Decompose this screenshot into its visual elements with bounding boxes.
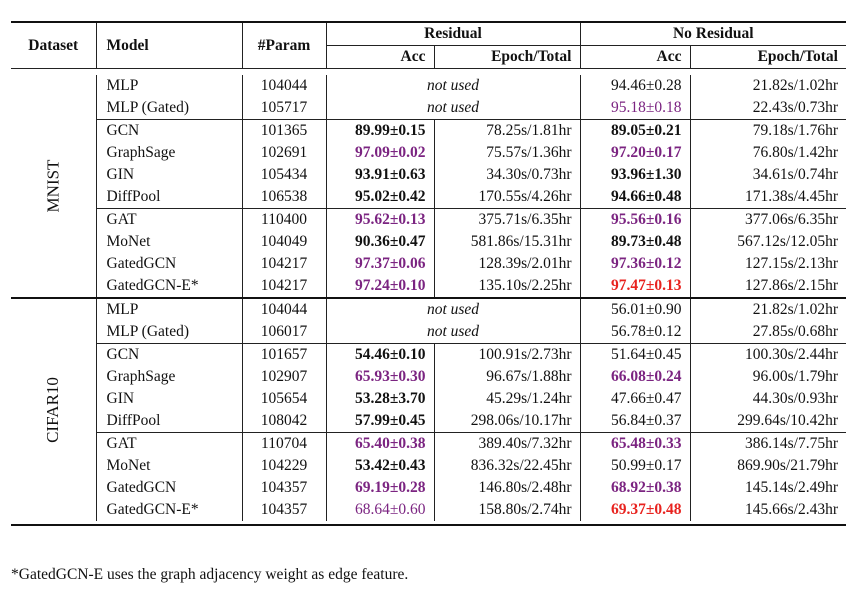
model-name: GatedGCN [96,253,242,275]
param-count: 102691 [242,142,326,164]
noresidual-acc: 47.66±0.47 [580,388,690,410]
param-count: 104044 [242,298,326,321]
table-row [11,366,846,388]
residual-epoch-total: 78.25s/1.81hr [434,120,580,143]
residual-not-used: not used [326,75,580,97]
table-row [11,209,846,232]
noresidual-epoch-total: 96.00s/1.79hr [690,366,846,388]
residual-epoch-total: 34.30s/0.73hr [434,164,580,186]
param-count: 106538 [242,186,326,209]
model-name: GAT [96,209,242,232]
noresidual-epoch-total: 127.15s/2.13hr [690,253,846,275]
param-count: 102907 [242,366,326,388]
residual-epoch-total: 128.39s/2.01hr [434,253,580,275]
param-count: 101657 [242,344,326,367]
dataset-label [11,75,96,298]
table-row [11,186,846,209]
model-name: GCN [96,120,242,143]
param-count: 108042 [242,410,326,433]
residual-epoch-total: 170.55s/4.26hr [434,186,580,209]
table-row [11,433,846,456]
residual-acc: 65.40±0.38 [326,433,434,456]
noresidual-epoch-total: 145.14s/2.49hr [690,477,846,499]
model-name: GatedGCN-E* [96,499,242,521]
residual-epoch-total: 836.32s/22.45hr [434,455,580,477]
residual-acc: 54.46±0.10 [326,344,434,367]
noresidual-acc: 66.08±0.24 [580,366,690,388]
table-row [11,120,846,143]
noresidual-epoch-total: 299.64s/10.42hr [690,410,846,433]
results-table-wrapper [11,21,846,526]
noresidual-acc: 93.96±1.30 [580,164,690,186]
bottom-rule [11,524,846,526]
residual-acc: 53.28±3.70 [326,388,434,410]
residual-acc: 89.99±0.15 [326,120,434,143]
noresidual-acc: 51.64±0.45 [580,344,690,367]
param-count: 104049 [242,231,326,253]
noresidual-epoch-total: 100.30s/2.44hr [690,344,846,367]
residual-epoch-total: 375.71s/6.35hr [434,209,580,232]
dataset-label [11,298,96,521]
noresidual-acc: 97.47±0.13 [580,275,690,298]
model-name: MLP [96,298,242,321]
residual-acc: 65.93±0.30 [326,366,434,388]
residual-not-used: not used [326,321,580,344]
residual-epoch-total: 45.29s/1.24hr [434,388,580,410]
dataset-name: CIFAR10 [43,376,63,443]
table-row [11,344,846,367]
model-name: GatedGCN-E* [96,275,242,298]
residual-epoch-total: 75.57s/1.36hr [434,142,580,164]
noresidual-acc: 97.36±0.12 [580,253,690,275]
param-count: 105654 [242,388,326,410]
table-row [11,142,846,164]
noresidual-epoch-total: 171.38s/4.45hr [690,186,846,209]
noresidual-epoch-total: 22.43s/0.73hr [690,97,846,120]
param-count: 104357 [242,499,326,521]
param-count: 105717 [242,97,326,120]
residual-acc: 95.02±0.42 [326,186,434,209]
header-noresidual-epoch: Epoch/Total [690,46,846,69]
residual-acc: 57.99±0.45 [326,410,434,433]
noresidual-acc: 56.78±0.12 [580,321,690,344]
model-name: MLP [96,75,242,97]
residual-epoch-total: 581.86s/15.31hr [434,231,580,253]
noresidual-acc: 89.73±0.48 [580,231,690,253]
table-row [11,97,846,120]
noresidual-acc: 68.92±0.38 [580,477,690,499]
header-residual-epoch: Epoch/Total [434,46,580,69]
param-count: 105434 [242,164,326,186]
table-row [11,75,846,97]
table-body [11,75,846,521]
residual-epoch-total: 158.80s/2.74hr [434,499,580,521]
header-residual-acc: Acc [326,46,434,69]
param-count: 104229 [242,455,326,477]
noresidual-epoch-total: 145.66s/2.43hr [690,499,846,521]
footnote: *GatedGCN-E uses the graph adjacency weight as edge feature. [11,566,409,583]
residual-not-used: not used [326,97,580,120]
param-count: 104217 [242,253,326,275]
model-name: GCN [96,344,242,367]
noresidual-acc: 50.99±0.17 [580,455,690,477]
table-row [11,321,846,344]
param-count: 106017 [242,321,326,344]
param-count: 104044 [242,75,326,97]
residual-not-used: not used [326,298,580,321]
model-name: GIN [96,388,242,410]
dataset-name: MNIST [43,159,63,212]
table-row [11,164,846,186]
noresidual-epoch-total: 34.61s/0.74hr [690,164,846,186]
noresidual-epoch-total: 21.82s/1.02hr [690,75,846,97]
model-name: MoNet [96,231,242,253]
table-row [11,253,846,275]
table-row [11,477,846,499]
header-residual: Residual [326,22,580,46]
residual-epoch-total: 96.67s/1.88hr [434,366,580,388]
noresidual-acc: 69.37±0.48 [580,499,690,521]
residual-epoch-total: 146.80s/2.48hr [434,477,580,499]
residual-acc: 69.19±0.28 [326,477,434,499]
model-name: MLP (Gated) [96,321,242,344]
noresidual-acc: 94.66±0.48 [580,186,690,209]
param-count: 104217 [242,275,326,298]
model-name: GIN [96,164,242,186]
model-name: MoNet [96,455,242,477]
header-noresidual-acc: Acc [580,46,690,69]
residual-acc: 68.64±0.60 [326,499,434,521]
model-name: GraphSage [96,142,242,164]
residual-epoch-total: 135.10s/2.25hr [434,275,580,298]
residual-epoch-total: 298.06s/10.17hr [434,410,580,433]
table-row [11,388,846,410]
noresidual-epoch-total: 27.85s/0.68hr [690,321,846,344]
residual-acc: 97.24±0.10 [326,275,434,298]
noresidual-epoch-total: 21.82s/1.02hr [690,298,846,321]
noresidual-acc: 89.05±0.21 [580,120,690,143]
residual-acc: 95.62±0.13 [326,209,434,232]
noresidual-acc: 65.48±0.33 [580,433,690,456]
table-row [11,410,846,433]
model-name: MLP (Gated) [96,97,242,120]
param-count: 110704 [242,433,326,456]
noresidual-epoch-total: 79.18s/1.76hr [690,120,846,143]
residual-acc: 93.91±0.63 [326,164,434,186]
model-name: GraphSage [96,366,242,388]
model-name: GatedGCN [96,477,242,499]
noresidual-epoch-total: 386.14s/7.75hr [690,433,846,456]
noresidual-acc: 95.18±0.18 [580,97,690,120]
noresidual-epoch-total: 127.86s/2.15hr [690,275,846,298]
residual-epoch-total: 389.40s/7.32hr [434,433,580,456]
noresidual-epoch-total: 377.06s/6.35hr [690,209,846,232]
noresidual-acc: 94.46±0.28 [580,75,690,97]
model-name: DiffPool [96,186,242,209]
table-row [11,275,846,298]
header-model: Model [96,22,242,69]
model-name: DiffPool [96,410,242,433]
residual-acc: 97.09±0.02 [326,142,434,164]
results-table [11,21,846,521]
noresidual-acc: 56.01±0.90 [580,298,690,321]
param-count: 104357 [242,477,326,499]
noresidual-epoch-total: 567.12s/12.05hr [690,231,846,253]
table-row [11,499,846,521]
noresidual-epoch-total: 44.30s/0.93hr [690,388,846,410]
header-param: #Param [242,22,326,69]
noresidual-epoch-total: 869.90s/21.79hr [690,455,846,477]
residual-acc: 53.42±0.43 [326,455,434,477]
model-name: GAT [96,433,242,456]
noresidual-acc: 95.56±0.16 [580,209,690,232]
table-row [11,298,846,321]
noresidual-epoch-total: 76.80s/1.42hr [690,142,846,164]
residual-acc: 97.37±0.06 [326,253,434,275]
table-row [11,455,846,477]
header-dataset: Dataset [11,22,96,69]
residual-epoch-total: 100.91s/2.73hr [434,344,580,367]
header-no-residual: No Residual [580,22,846,46]
param-count: 110400 [242,209,326,232]
residual-acc: 90.36±0.47 [326,231,434,253]
table-row [11,231,846,253]
noresidual-acc: 56.84±0.37 [580,410,690,433]
noresidual-acc: 97.20±0.17 [580,142,690,164]
param-count: 101365 [242,120,326,143]
